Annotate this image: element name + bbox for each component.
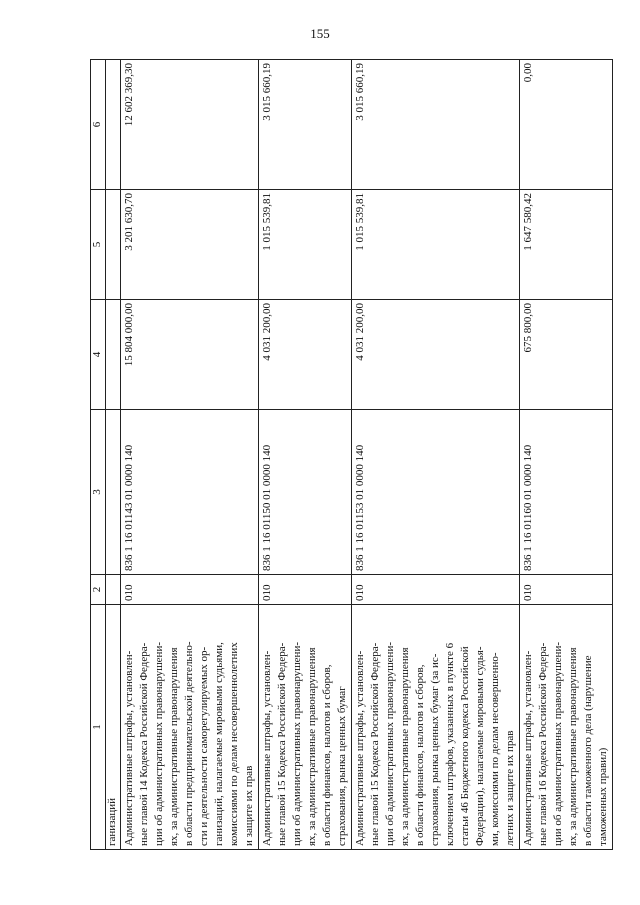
line-code: 010: [352, 575, 520, 605]
row-description: Административные штрафы, установлен- ные главой 15 Кодекса Российской Федера- ции об административных правонарушени- ях, за административные правонарушения в области финансов, налогов и сборов, страхования, рынка ценных бумаг: [259, 605, 352, 850]
table-row: [520, 60, 613, 850]
page-number: 155: [310, 26, 330, 41]
rotated-table-frame: [90, 60, 609, 850]
column-number-row: [91, 60, 106, 850]
line-code: 010: [520, 575, 613, 605]
budget-classification-code: 836 1 16 01153 01 0000 140: [352, 410, 520, 575]
budget-table: [90, 59, 613, 850]
value-col5: 1 647 580,42: [520, 190, 613, 300]
value-col5: 1 015 539,81: [352, 190, 520, 300]
table-row: [121, 60, 259, 850]
row-description: Административные штрафы, установлен- ные главой 15 Кодекса Российской Федера- ции об административных правонарушени- ях, за административные правонарушения в области финансов, налогов и сборов, страхования, рынка ценных бумаг (за ис- ключением штрафов, указанных в пункте 6 статьи 46 Бюджетного кодекса Российской Федерации), налагаемые мировыми судья- ми, комиссиями по делам несовершенно- летних и защите их прав: [352, 605, 520, 850]
rotated-table-container: [90, 60, 609, 850]
value-col5: 3 201 630,70: [121, 190, 259, 300]
line-code: 010: [121, 575, 259, 605]
budget-classification-code: 836 1 16 01160 01 0000 140: [520, 410, 613, 575]
continuation-row: [106, 60, 121, 850]
value-col4: 15 804 000,00: [121, 300, 259, 410]
row-description: Административные штрафы, установлен- ные главой 14 Кодекса Российской Федера- ции об административных правонарушени- ях, за административные правонарушения в области предпринимательской деятельно- сти и деятельности саморегулируемых ор- ганизаций, налагаемые мировыми судьями, комиссиями по делам несовершеннолетних и защите их прав: [121, 605, 259, 850]
value-col4: 4 031 200,00: [352, 300, 520, 410]
value-col6: 3 015 660,19: [352, 60, 520, 190]
value-col4: 675 800,00: [520, 300, 613, 410]
budget-classification-code: 836 1 16 01143 01 0000 140: [121, 410, 259, 575]
column-number: 2: [91, 575, 106, 605]
value-col4: 4 031 200,00: [259, 300, 352, 410]
column-number: 1: [91, 605, 106, 850]
budget-classification-code: 836 1 16 01150 01 0000 140: [259, 410, 352, 575]
column-number: 3: [91, 410, 106, 575]
continuation-text: ганизаций: [106, 605, 121, 850]
value-col6: 12 602 369,30: [121, 60, 259, 190]
value-col6: 3 015 660,19: [259, 60, 352, 190]
value-col5: 1 015 539,81: [259, 190, 352, 300]
row-description: Административные штрафы, установлен- ные главой 16 Кодекса Российской Федера- ции об административных правонарушени- ях, за административные правонарушения в области таможенного дела (нарушение таможенных правил): [520, 605, 613, 850]
table-row: [352, 60, 520, 850]
column-number: 5: [91, 190, 106, 300]
column-number: 6: [91, 60, 106, 190]
table-row: [259, 60, 352, 850]
value-col6: 0,00: [520, 60, 613, 190]
line-code: 010: [259, 575, 352, 605]
column-number: 4: [91, 300, 106, 410]
